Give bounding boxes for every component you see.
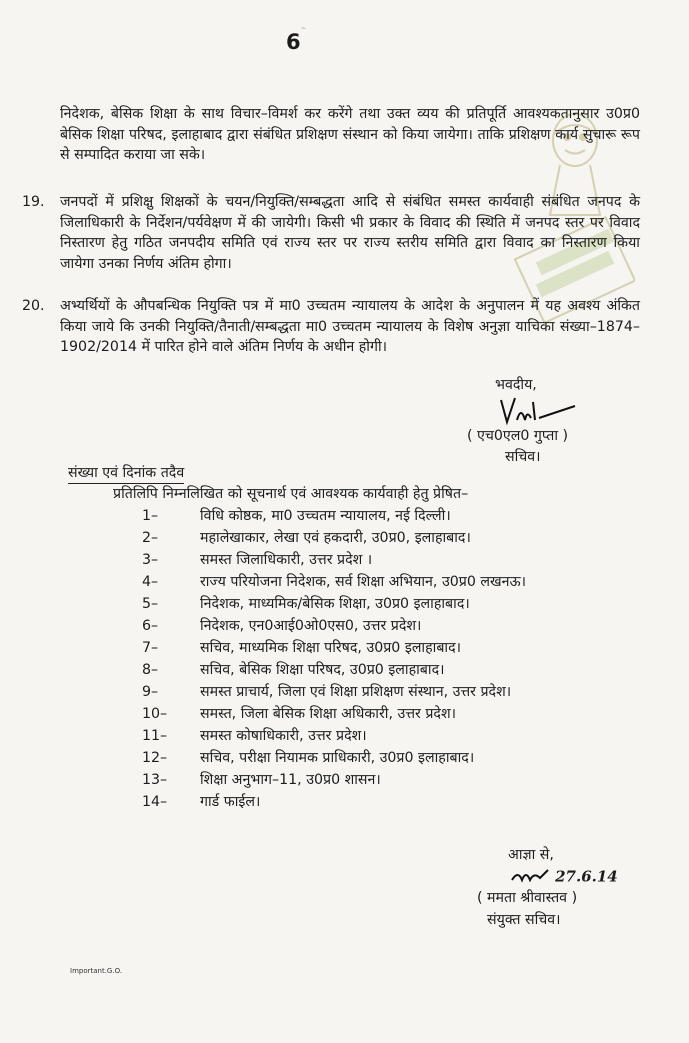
signature-icon [510,866,550,888]
list-item-number: 12– [142,750,168,766]
list-item-text: निदेशक, एन0आई0ओ0एस0, उत्तर प्रदेश। [200,618,422,634]
signatory-name: ( ममता श्रीवास्तव ) [477,890,578,906]
page-header-mark: ~ [301,25,307,32]
signatory-name: ( एच0एल0 गुप्ता ) [467,428,569,444]
list-item-number: 1– [142,508,159,524]
list-item-text: सचिव, माध्यमिक शिक्षा परिषद, उ0प्र0 इलाहाबाद। [200,640,462,656]
list-item-text: समस्त कोषाधिकारी, उत्तर प्रदेश। [200,728,367,744]
list-item-number: 13– [142,772,168,788]
list-item-text: सचिव, परीक्षा नियामक प्राधिकारी, उ0प्र0 इलाहाबाद। [200,750,475,766]
signatory-designation: संयुक्त सचिव। [487,912,561,928]
list-item-text: महालेखाकार, लेखा एवं हकदारी, उ0प्र0, इलाहाबाद। [200,530,471,546]
list-item-number: 11– [142,728,168,744]
list-item-number: 9– [142,684,159,700]
list-item-number: 3– [142,552,159,568]
list-item-text: समस्त प्राचार्य, जिला एवं शिक्षा प्रशिक्षण संस्थान, उत्तर प्रदेश। [200,684,512,700]
page-number: 6 [286,30,301,54]
list-item-number: 7– [142,640,159,656]
list-item-number: 14– [142,794,168,810]
list-item-text: शिक्षा अनुभाग–11, उ0प्र0 शासन। [200,772,381,788]
copy-to-line: प्रतिलिपि निम्नलिखित को सूचनार्थ एवं आवश्यक कार्यवाही हेतु प्रेषित– [113,486,469,502]
list-item-number: 5– [142,596,159,612]
point-number: 20. [22,298,45,314]
point-number: 19. [22,194,45,210]
by-order-text: आज्ञा से, [508,847,554,863]
reference-heading: संख्या एवं दिनांक तदैव [68,463,184,484]
point-text: जनपदों में प्रशिक्षु शिक्षकों के चयन/नियुक्ति/सम्बद्धता आदि से संबंधित समस्त कार्यवाही संबंधित जनपद के जिलाधिकारी के निर्देशन/पर्यवेक्षण में की जायेगी। किसी भी प्रकार के विवाद की स्थिति में जनपद स्तर पर विवाद निस्तारण हेतु गठित जनपदीय समिति एवं राज्य स्तर पर राज्य स्तरीय समिति द्वारा विवाद का निस्तारण किया जायेगा उनका निर्णय अंतिम होगा। [60,194,640,272]
footnote: Important.G.O. [70,967,123,975]
list-item-text: सचिव, बेसिक शिक्षा परिषद, उ0प्र0 इलाहाबाद। [200,662,445,678]
signature-with-date [510,866,618,888]
list-item-number: 10– [142,706,168,722]
point-text: अभ्यर्थियों के औपबन्धिक नियुक्ति पत्र में मा0 उच्चतम न्यायालय के आदेश के अनुपालन में यह अवश्य अंकित किया जाये कि उनकी नियुक्ति/तैनाती/सम्बद्धता मा0 उच्चतम न्यायालय के विशेष अनुज्ञा याचिका संख्या–1874–1902/2014 में पारित होने वाले अंतिम निर्णय के अधीन होगी। [60,298,640,356]
list-item-text: निदेशक, माध्यमिक/बेसिक शिक्षा, उ0प्र0 इलाहाबाद। [200,596,470,612]
list-item-text: विधि कोष्ठक, मा0 उच्चतम न्यायालय, नई दिल्ली। [200,508,451,524]
list-item-text: गार्ड फाईल। [200,794,261,810]
signatory-designation: सचिव। [505,449,541,465]
list-item-number: 4– [142,574,159,590]
salutation: भवदीय, [495,377,537,393]
list-item-text: समस्त, जिला बेसिक शिक्षा अधिकारी, उत्तर प्रदेश। [200,706,456,722]
signature-date: 27.6.14 [555,867,618,886]
list-item-text: समस्त जिलाधिकारी, उत्तर प्रदेश । [200,552,373,568]
paragraph-continued: निदेशक, बेसिक शिक्षा के साथ विचार–विमर्श कर करेंगे तथा उक्त व्यय की प्रतिपूर्ति आवश्यकतानुसार उ0प्र0 बेसिक शिक्षा परिषद, इलाहाबाद द्वारा संबंधित प्रशिक्षण संस्थान को किया जायेगा। ताकि प्रशिक्षण कार्य सुचारू रूप से सम्पादित कराया जा सके। [60,106,640,164]
list-item-text: राज्य परियोजना निदेशक, सर्व शिक्षा अभियान, उ0प्र0 लखनऊ। [200,574,526,590]
list-item-number: 2– [142,530,159,546]
list-item-number: 6– [142,618,159,634]
list-item-number: 8– [142,662,159,678]
